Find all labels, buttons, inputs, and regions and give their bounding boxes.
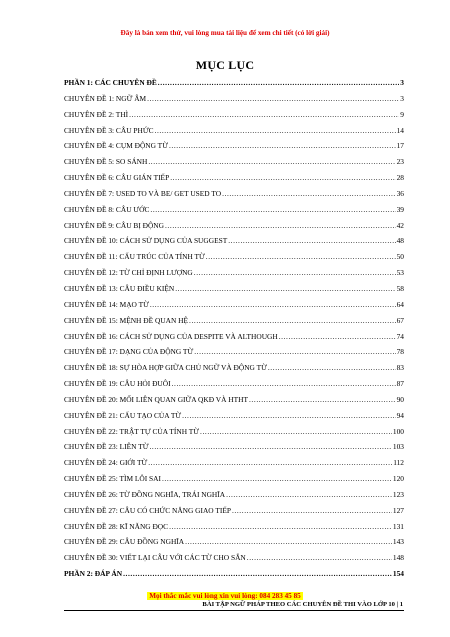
toc-page-number: 3 [400,93,404,103]
toc-dot-leader [149,442,391,451]
toc-dot-leader [279,332,396,341]
toc-dot-leader [148,458,392,467]
toc-entry[interactable] [64,284,404,300]
toc-entry[interactable] [64,506,404,522]
toc-page-number: 58 [396,283,404,293]
preview-notice: Đây là bản xem thử, vui lòng mua tài liệu để xem chi tiết (có lời giải) [120,29,330,37]
toc-page-number: 50 [396,252,404,262]
toc-page-number: 36 [396,188,404,198]
toc-entry[interactable] [64,347,404,363]
toc-entry-label: CHUYÊN ĐỀ 26: TỪ ĐỒNG NGHĨA, TRÁI NGHĨA [64,489,226,499]
toc-dot-leader [247,553,392,562]
toc-entry-label: CHUYÊN ĐỀ 21: CẤU TẠO CỦA TỪ [64,410,182,420]
toc-part-entry[interactable] [64,569,404,585]
toc-page-number: 9 [400,109,404,119]
toc-dot-leader [169,522,392,531]
toc-entry[interactable] [64,379,404,395]
toc-page-number: 148 [392,553,404,563]
toc-entry-label: CHUYÊN ĐỀ 22: TRẬT TỰ CỦA TÍNH TỪ [64,426,199,436]
toc-entry-label: CHUYÊN ĐỀ 9: CÂU BỊ ĐỘNG [64,220,164,230]
toc-entry[interactable] [64,395,404,411]
toc-page-number: 67 [396,315,404,325]
toc-entry-label: CHUYÊN ĐỀ 17: DẠNG CỦA ĐỘNG TỪ [64,347,194,357]
toc-page-number: 48 [396,236,404,246]
toc-entry-label: CHUYÊN ĐỀ 5: SO SÁNH [64,157,148,167]
toc-part-entry[interactable] [64,78,404,94]
toc-entry-label: CHUYÊN ĐỀ 15: MỆNH ĐỀ QUAN HỆ [64,315,188,325]
toc-entry-label: CHUYÊN ĐỀ 6: CÂU GIÁN TIẾP [64,173,170,183]
toc-entry-label: CHUYÊN ĐỀ 3: CÂU PHỨC [64,125,154,135]
toc-entry[interactable] [64,490,404,506]
toc-entry-label: CHUYÊN ĐỀ 27: CÂU CÓ CHỨC NĂNG GIAO TIẾP [64,505,231,515]
toc-entry-label: CHUYÊN ĐỀ 7: USED TO VÀ BE/ GET USED TO [64,188,222,198]
toc-page-number: 123 [392,489,404,499]
toc-entry-label: CHUYÊN ĐỀ 25: TÌM LỖI SAI [64,474,161,484]
toc-entry-label: CHUYÊN ĐỀ 23: LIÊN TỪ [64,442,149,452]
toc-entry[interactable] [64,94,404,110]
toc-page-number: 103 [392,442,404,452]
toc-page-number: 53 [396,268,404,278]
toc-entry-label: CHUYÊN ĐỀ 28: KĨ NĂNG ĐỌC [64,521,169,531]
toc-dot-leader [169,141,396,150]
toc-entry[interactable] [64,300,404,316]
toc-dot-leader [172,379,396,388]
toc-dot-leader [170,173,395,182]
toc-page-number: 64 [396,299,404,309]
toc-entry-label: CHUYÊN ĐỀ 10: CÁCH SỬ DỤNG CỦA SUGGEST [64,236,228,246]
toc-entry-label: CHUYÊN ĐỀ 14: MẠO TỪ [64,299,149,309]
toc-entry[interactable] [64,126,404,142]
toc-entry[interactable] [64,316,404,332]
toc-entry[interactable] [64,332,404,348]
toc-entry-label: PHẦN 1: CÁC CHUYÊN ĐỀ [64,78,157,87]
toc-dot-leader [200,427,392,436]
toc-entry-label: CHUYÊN ĐỀ 12: TỪ CHỈ ĐỊNH LƯỢNG [64,268,193,278]
toc-dot-leader [189,316,396,325]
toc-page-number: 28 [396,173,404,183]
page-title: MỤC LỤC [195,58,255,72]
toc-entry[interactable] [64,537,404,553]
toc-entry-label: CHUYÊN ĐỀ 29: CÂU ĐỒNG NGHĨA [64,537,185,547]
toc-entry[interactable] [64,221,404,237]
toc-entry-label: CHUYÊN ĐỀ 16: CÁCH SỬ DỤNG CỦA DESPITE VÀ ALTHOUGH [64,331,278,341]
toc-dot-leader [150,205,395,214]
toc-entry[interactable] [64,205,404,221]
toc-page-number: 112 [393,458,404,468]
toc-dot-leader [147,94,399,103]
toc-entry[interactable] [64,173,404,189]
toc-dot-leader [194,268,396,277]
table-of-contents [64,78,404,585]
toc-page-number: 143 [392,537,404,547]
toc-page-number: 100 [392,426,404,436]
toc-entry-label: CHUYÊN ĐỀ 11: CẤU TRÚC CỦA TÍNH TỪ [64,252,205,262]
toc-entry-label: CHUYÊN ĐỀ 24: GIỚI TỪ [64,458,148,468]
toc-page-number: 23 [396,157,404,167]
toc-dot-leader [165,221,396,230]
toc-dot-leader [123,569,392,578]
toc-page-number: 14 [396,125,404,135]
toc-dot-leader [232,506,392,515]
toc-page-number: 39 [396,204,404,214]
toc-page-number: 42 [396,220,404,230]
toc-dot-leader [226,490,392,499]
toc-dot-leader [206,252,396,261]
toc-page-number: 74 [396,331,404,341]
toc-entry-label: CHUYÊN ĐỀ 20: MỐI LIÊN QUAN GIỮA QKĐ VÀ HTHT [64,394,248,404]
toc-page-number: 120 [392,474,404,484]
toc-entry-label: CHUYÊN ĐỀ 18: SỰ HÒA HỢP GIỮA CHỦ NGỮ VÀ ĐỘNG TỪ [64,363,267,373]
toc-entry[interactable] [64,442,404,458]
toc-entry[interactable] [64,157,404,173]
toc-entry-label: CHUYÊN ĐỀ 19: CÂU HỎI ĐUÔI [64,379,171,389]
toc-dot-leader [249,395,396,404]
toc-page-number: 17 [396,141,404,151]
toc-dot-leader [228,236,395,245]
toc-page-number: 154 [392,569,404,579]
toc-entry-label: CHUYÊN ĐỀ 13: CÂU ĐIỀU KIỆN [64,283,175,293]
toc-entry[interactable] [64,189,404,205]
toc-entry[interactable] [64,411,404,427]
toc-dot-leader [185,537,392,546]
toc-entry[interactable] [64,252,404,268]
toc-entry[interactable] [64,553,404,569]
toc-entry[interactable] [64,236,404,252]
toc-entry-label: CHUYÊN ĐỀ 30: VIẾT LẠI CÂU VỚI CÁC TỪ CHO SẴN [64,553,246,563]
toc-page-number: 127 [392,505,404,515]
toc-entry[interactable] [64,110,404,126]
toc-page-number: 83 [396,363,404,373]
toc-dot-leader [129,110,399,119]
contact-text: Mọi thắc mắc vui lòng xin vui lòng: 084 283 45 85 [149,592,301,600]
toc-dot-leader [155,126,396,135]
toc-dot-leader [158,78,400,87]
toc-entry-label: CHUYÊN ĐỀ 1: NGỮ ÂM [64,93,147,103]
toc-dot-leader [268,363,396,372]
toc-entry-label: CHUYÊN ĐỀ 2: THÌ [64,109,129,119]
toc-dot-leader [194,347,395,356]
book-title-footer: BÀI TẬP NGỮ PHÁP THEO CÁC CHUYÊN ĐỀ THI VÀO LỚP 10 | 1 [202,601,403,608]
toc-entry-label: CHUYÊN ĐỀ 4: CỤM ĐỘNG TỪ [64,141,168,151]
toc-dot-leader [175,284,395,293]
toc-dot-leader [150,300,396,309]
footer-divider [64,610,404,611]
toc-dot-leader [222,189,396,198]
toc-page-number: 90 [396,394,404,404]
toc-page-number: 94 [396,410,404,420]
toc-page-number: 78 [396,347,404,357]
toc-dot-leader [148,157,395,166]
toc-page-number: 3 [400,78,404,87]
toc-dot-leader [182,411,395,420]
toc-entry[interactable] [64,458,404,474]
toc-entry-label: PHẦN 2: ĐÁP ÁN [64,569,123,579]
contact-notice [0,592,450,600]
toc-entry[interactable] [64,141,404,157]
toc-dot-leader [162,474,392,483]
toc-entry[interactable] [64,427,404,443]
toc-entry[interactable] [64,522,404,538]
toc-entry[interactable] [64,474,404,490]
toc-page-number: 131 [392,521,404,531]
toc-entry[interactable] [64,363,404,379]
toc-entry[interactable] [64,268,404,284]
toc-entry-label: CHUYÊN ĐỀ 8: CÂU ƯỚC [64,204,150,214]
toc-page-number: 87 [396,379,404,389]
